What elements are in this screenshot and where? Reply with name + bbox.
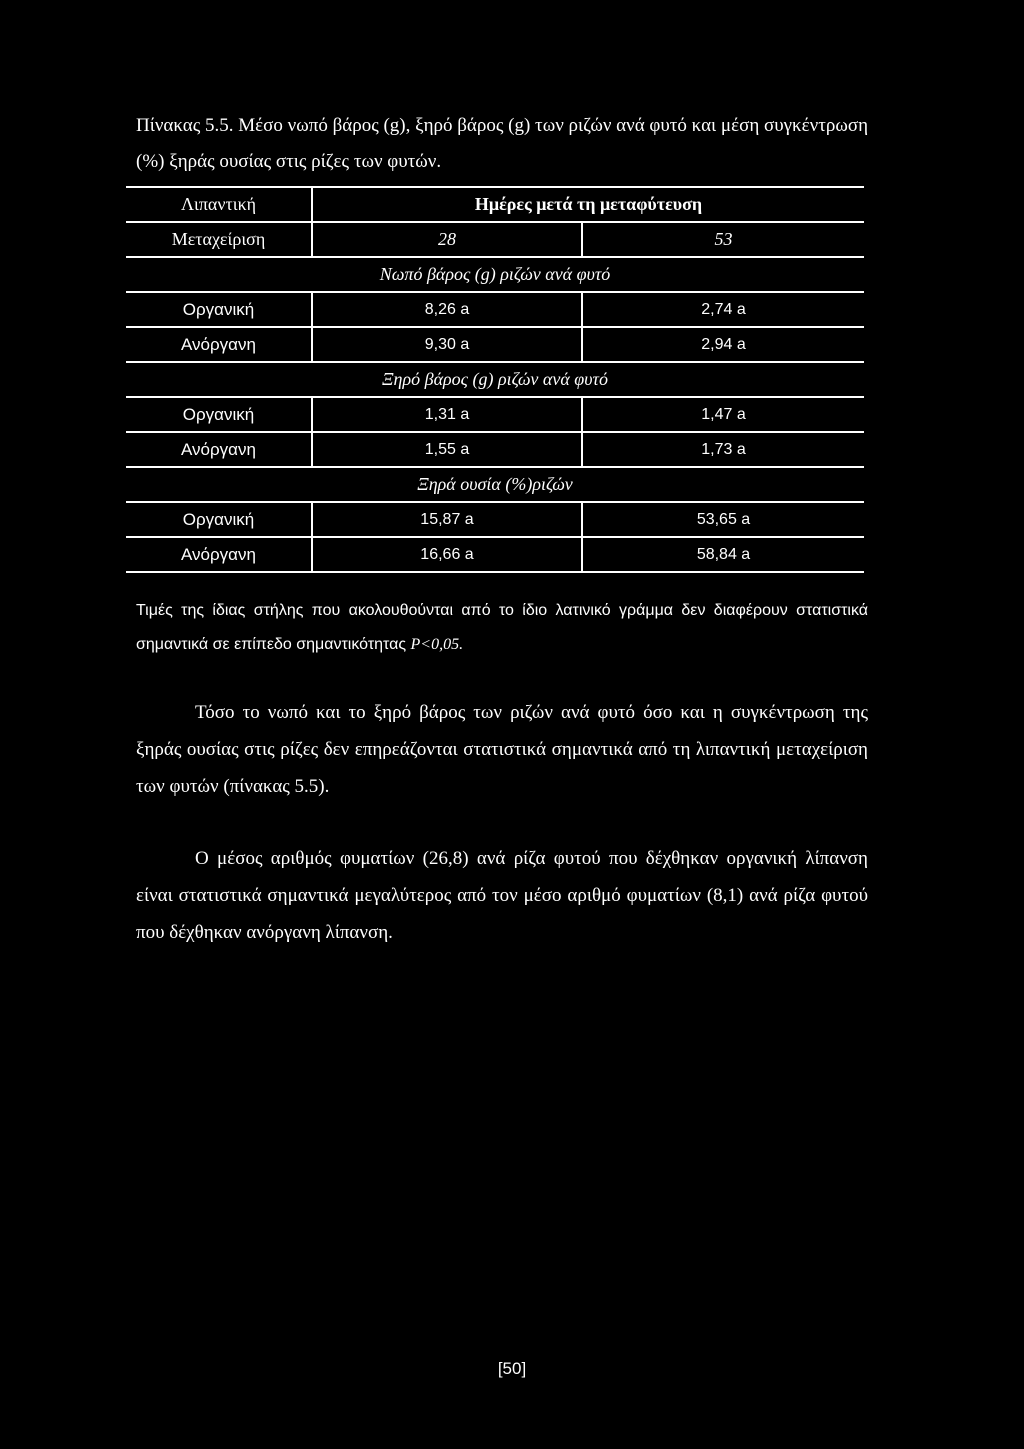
row-label: Οργανική: [126, 397, 312, 432]
value-day-53: 53,65 a: [582, 502, 864, 537]
value-day-28: 1,31 a: [312, 397, 582, 432]
footnote-text: Τιμές της ίδιας στήλης που ακολουθούνται από το ίδιο λατινικό γράμμα δεν διαφέρουν στατιστικά σημαντικά σε επίπεδο σημαντικότητας: [136, 602, 868, 653]
section-title: Νωπό βάρος (g) ριζών ανά φυτό: [126, 257, 864, 292]
row-label: Ανόργανη: [126, 327, 312, 362]
section-title-row: [126, 257, 864, 292]
days-header: Ημέρες μετά τη μεταφύτευση: [312, 187, 864, 222]
table-caption: Πίνακας 5.5. Μέσο νωπό βάρος (g), ξηρό βάρος (g) των ριζών ανά φυτό και μέση συγκέντρωση (%) ξηράς ουσίας στις ρίζες των φυτών.: [136, 115, 868, 172]
value-day-53: 58,84 a: [582, 537, 864, 572]
table-footnote: [136, 594, 868, 662]
day-53-header: 53: [582, 222, 864, 257]
table-row: [126, 537, 864, 572]
table-row: [126, 502, 864, 537]
treatment-header-line2: Μεταχείριση: [126, 222, 312, 257]
table-header-row: [126, 222, 864, 257]
value-day-28: 9,30 a: [312, 327, 582, 362]
footnote-p-value: P<0,05.: [410, 636, 464, 653]
value-day-28: 16,66 a: [312, 537, 582, 572]
value-day-28: 1,55 a: [312, 432, 582, 467]
value-day-28: 8,26 a: [312, 292, 582, 327]
day-28-header: 28: [312, 222, 582, 257]
table-row: [126, 327, 864, 362]
body-paragraph: Ο μέσος αριθμός φυματίων (26,8) ανά ρίζα φυτού που δέχθηκαν οργανική λίπανση είναι στατιστικά σημαντικά μεγαλύτερος από τον μέσο αριθμό φυματίων (8,1) ανά ρίζα φυτού που δέχθηκαν ανόργανη λίπανση.: [136, 848, 868, 943]
value-day-53: 1,73 a: [582, 432, 864, 467]
treatment-header-line1: Λιπαντική: [126, 187, 312, 222]
section-title-row: [126, 467, 864, 502]
value-day-53: 2,94 a: [582, 327, 864, 362]
row-label: Οργανική: [126, 292, 312, 327]
body-paragraph: Τόσο το νωπό και το ξηρό βάρος των ριζών ανά φυτό όσο και η συγκέντρωση της ξηράς ουσίας στις ρίζες δεν επηρεάζονται στατιστικά σημαντικά από τη λιπαντική μεταχείριση των φυτών (πίνακας 5.5).: [136, 702, 868, 797]
section-title-row: [126, 362, 864, 397]
table-row: [126, 432, 864, 467]
value-day-53: 1,47 a: [582, 397, 864, 432]
value-day-28: 15,87 a: [312, 502, 582, 537]
row-label: Οργανική: [126, 502, 312, 537]
table-header-row: [126, 187, 864, 222]
roots-data-table: [126, 186, 864, 573]
value-day-53: 2,74 a: [582, 292, 864, 327]
row-label: Ανόργανη: [126, 432, 312, 467]
table-row: [126, 292, 864, 327]
table-row: [126, 397, 864, 432]
section-title: Ξηρά ουσία (%)ριζών: [126, 467, 864, 502]
page-number: [50]: [497, 1359, 527, 1378]
row-label: Ανόργανη: [126, 537, 312, 572]
section-title: Ξηρό βάρος (g) ριζών ανά φυτό: [126, 362, 864, 397]
